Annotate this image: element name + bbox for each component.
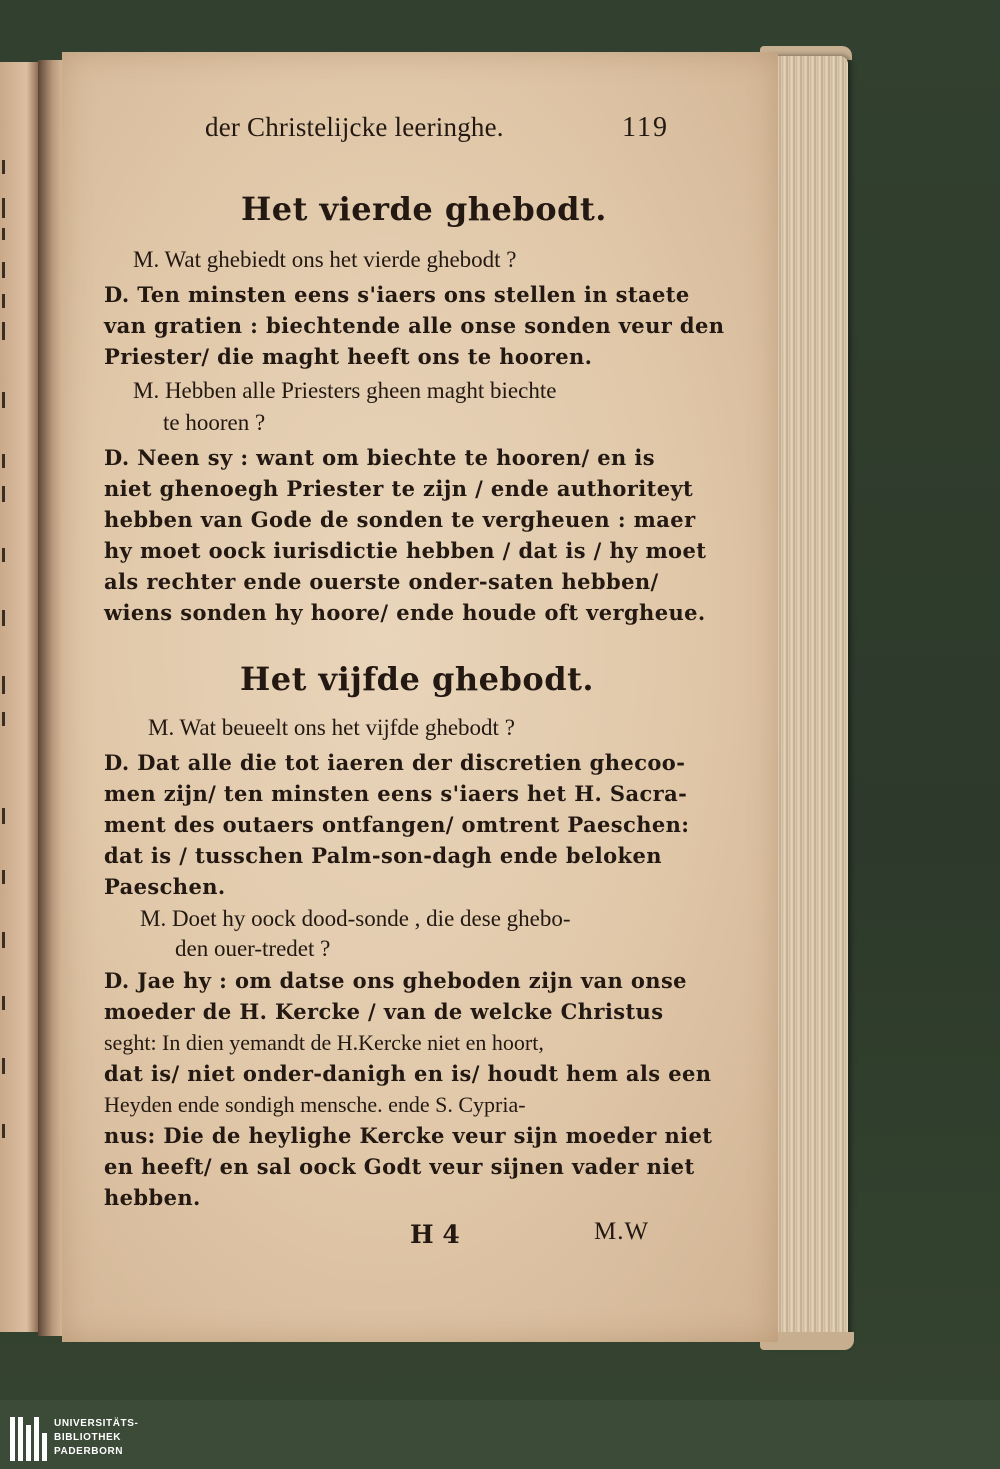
running-header-title: der Christelijcke leeringhe.: [205, 112, 504, 142]
answer-line: seght: In dien yemandt de H.Kercke niet en hoort,: [104, 1030, 544, 1055]
section-heading: Het vierde ghebodt.: [241, 190, 607, 228]
answer-line: dat is / tusschen Palm-son-dagh ende beloken: [104, 843, 662, 868]
library-logo-line: UNIVERSITÄTS-: [54, 1418, 139, 1429]
left-page-edge: [0, 62, 40, 1332]
answer-line: hebben.: [104, 1185, 201, 1210]
library-logo: [8, 1417, 148, 1461]
answer-line: moeder de H. Kercke / van de welcke Christus: [104, 999, 664, 1024]
answer-line: Heyden ende sondigh mensche. ende S. Cypria-: [104, 1092, 526, 1117]
answer-line: niet ghenoegh Priester te zijn / ende authoriteyt: [104, 476, 694, 501]
answer-line: men zijn/ ten minsten eens s'iaers het H. Sacra-: [104, 781, 688, 806]
answer-line: ment des outaers ontfangen/ omtrent Paeschen:: [104, 812, 690, 837]
question-line: te hooren ?: [163, 410, 266, 435]
answer-line: Paeschen.: [104, 874, 226, 899]
answer-line: hy moet oock iurisdictie hebben / dat is / hy moet: [104, 538, 707, 563]
answer-line: D. Dat alle die tot iaeren der discretien ghecoo-: [104, 750, 686, 775]
answer-line: wiens sonden hy hoore/ ende houde oft vergheue.: [104, 600, 706, 625]
question-line: M. Wat beueelt ons het vijfde ghebodt ?: [148, 715, 515, 740]
library-logo-line: PADERBORN: [54, 1446, 124, 1457]
answer-line: D. Ten minsten eens s'iaers ons stellen in staete: [104, 282, 690, 307]
library-logo-icon: [8, 1417, 48, 1461]
question-line: M. Wat ghebiedt ons het vierde ghebodt ?: [133, 247, 517, 272]
answer-line: nus: Die de heylighe Kercke veur sijn moeder niet: [104, 1123, 713, 1148]
page-block-fore-edge: [768, 56, 848, 1346]
answer-line: Priester/ die maght heeft ons te hooren.: [104, 344, 593, 369]
answer-line: hebben van Gode de sonden te vergheuen : maer: [104, 507, 696, 532]
catchword: M.W: [594, 1218, 650, 1245]
answer-line: dat is/ niet onder-danigh en is/ houdt hem als een: [104, 1061, 712, 1086]
book-gutter: [38, 60, 64, 1336]
section-heading: Het vijfde ghebodt.: [240, 660, 594, 698]
library-logo-line: BIBLIOTHEK: [54, 1432, 122, 1443]
answer-line: D. Neen sy : want om biechte te hooren/ en is: [104, 445, 655, 470]
signature-mark: H 4: [410, 1220, 460, 1249]
answer-line: van gratien : biechtende alle onse sonden veur den: [104, 313, 725, 338]
question-line: M. Doet hy oock dood-sonde , die dese ghebo-: [140, 906, 571, 931]
answer-line: als rechter ende ouerste onder-saten hebben/: [104, 569, 659, 594]
answer-line: D. Jae hy : om datse ons gheboden zijn van onse: [104, 968, 687, 993]
question-line: M. Hebben alle Priesters gheen maght biechte: [133, 378, 557, 403]
answer-line: en heeft/ en sal oock Godt veur sijnen vader niet: [104, 1154, 695, 1179]
question-line: den ouer-tredet ?: [175, 936, 331, 961]
page-number: 119: [622, 112, 669, 143]
